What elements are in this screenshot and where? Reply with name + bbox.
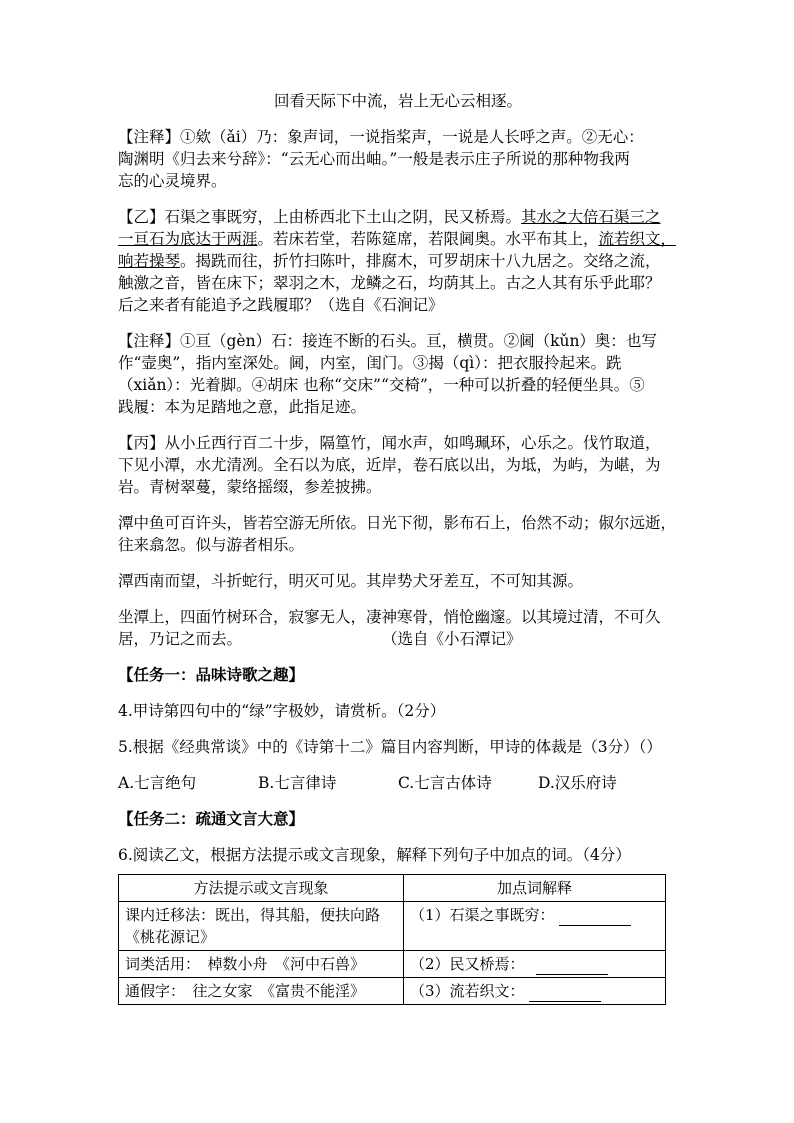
choice-b: B.七言律诗 (258, 774, 337, 792)
passage-bing-para-4 (118, 606, 678, 650)
underlined-sentence: 一亘石为底达于两涯 (118, 230, 258, 248)
choice-c: C.七言古体诗 (398, 774, 492, 792)
notes-jia-line-1: 【注释】①欸（ǎi）乃：象声词，一说指桨声，一说是人长呼之声。②无心： (118, 128, 644, 146)
table-row (119, 951, 666, 978)
answer-cell (404, 978, 666, 1005)
answer-prompt: （2）民又桥焉： (410, 955, 533, 973)
task-one-title: 【任务一：品味诗歌之趣】 (118, 665, 305, 684)
method-cell (119, 978, 404, 1005)
method-text: 课内迁移法：既出，得其船，便扶向路 (125, 906, 381, 924)
underlined-sentence: 响若操琴 (118, 252, 181, 270)
passage-bing-text: 潭中鱼可百许头，皆若空游无所依。日光下彻，影布石上，佁然不动；俶尔远逝， (118, 514, 677, 532)
notes-yi (118, 330, 678, 418)
table-row (119, 902, 666, 951)
choice-a: A.七言绝句 (118, 774, 197, 792)
answer-blank[interactable] (536, 958, 608, 975)
passage-bing-line-1: 【丙】从小丘西行百二十步，隔篁竹，闻水声，如鸣珮环，心乐之。伐竹取道， (118, 434, 661, 452)
question-5-choices (118, 772, 678, 794)
table-header: 方法提示或文言现象 (119, 875, 404, 902)
method-cell (119, 951, 404, 978)
question-4: 4.甲诗第四句中的“绿”字极妙，请赏析。（2分） (118, 702, 446, 720)
notes-yi-line-2: 作“壸奥”，指内室深处。阃，内室，闺门。③揭（qì）：把衣服拎起来。跣 (118, 354, 622, 372)
method-text: 词类活用： 棹数小舟 《河中石兽》 (125, 955, 366, 973)
passage-bing-line-3: 岩。青树翠蔓，蒙络摇缀，参差披拂。 (118, 478, 382, 496)
method-text: 《桃花源记》 (125, 928, 216, 946)
passage-bing-line-2: 下见小潭，水尤清冽。全石以为底，近岸，卷石底以出，为坻，为屿，为嵁，为 (118, 456, 661, 474)
passage-bing-para-3 (118, 570, 678, 592)
question-5: 5.根据《经典常谈》中的《诗第十二》篇目内容判断，甲诗的体裁是（3分）（） (118, 738, 662, 756)
answer-table (118, 874, 666, 1005)
answer-blank[interactable] (529, 985, 601, 1002)
answer-cell (404, 951, 666, 978)
question-6: 6.阅读乙文，根据方法提示或文言现象，解释下列句子中加点的词。（4分） (118, 846, 631, 864)
passage-yi (118, 206, 678, 316)
notes-jia-line-2: 陶渊明《归去来兮辞》：“云无心而出岫。”一般是表示庄子所说的那种物我两 (118, 150, 630, 168)
passage-yi-text: 【乙】石渠之事既穷，上由桥西北下土山之阴，民又桥焉。 (118, 208, 522, 226)
passage-bing (118, 432, 678, 498)
passage-bing-text: 潭西南而望，斗折蛇行，明灭可见。其岸势犬牙差互，不可知其源。 (118, 572, 584, 590)
notes-yi-line-3: （xiǎn）：光着脚。④胡床 也称“交床”“交椅”，一种可以折叠的轻便坐具。⑤ (118, 376, 645, 394)
answer-cell (404, 902, 666, 951)
table-header: 加点词解释 (404, 875, 666, 902)
method-text: 通假字： 往之女家 《富贵不能淫》 (125, 982, 366, 1000)
answer-blank[interactable] (559, 909, 631, 926)
method-cell (119, 902, 404, 951)
table-header-row (119, 875, 666, 902)
table-row (119, 978, 666, 1005)
document-page (118, 90, 678, 1005)
passage-bing-text: 坐潭上，四面竹树环合，寂寥无人，凄神寒骨，悄怆幽邃。以其境过清，不可久 (118, 608, 661, 626)
source-citation: （选自《小石潭记》 (382, 630, 522, 648)
task-two-title: 【任务二：疏通文言大意】 (118, 809, 305, 828)
passage-yi-text: 。揭跣而往，折竹扫陈叶，排腐木，可罗胡床十八九居之。交络之流， (180, 252, 661, 270)
passage-bing-text: 居，乃记之而去。 (118, 630, 243, 648)
notes-yi-line-1: 【注释】①亘（gèn）石：接连不断的石头。亘，横贯。②阃（kǔn）奥：也写 (118, 332, 657, 350)
underlined-sentence: 其水之大倍石渠三之 (521, 208, 661, 226)
passage-yi-text: 。若床若堂，若陈筵席，若限阃奥。水平布其上， (257, 230, 599, 248)
passage-yi-line-4: 触激之音，皆在床下；翠羽之木，龙鳞之石，均荫其上。古之人其有乐乎此耶？ (118, 274, 661, 292)
notes-jia-line-3: 忘的心灵境界。 (118, 172, 227, 190)
underlined-sentence: 流若织文， (598, 230, 677, 248)
notes-yi-line-4: 践履：本为足踏地之意，此指足迹。 (118, 398, 367, 416)
passage-yi-line-5: 后之来者有能追予之践履耶？（选自《石涧记》 (118, 296, 444, 314)
passage-bing-para-2 (118, 512, 678, 556)
passage-bing-text: 往来翕忽。似与游者相乐。 (118, 536, 305, 554)
notes-jia (118, 126, 678, 192)
answer-prompt: （3）流若织文： (410, 982, 525, 1000)
choice-d: D.汉乐府诗 (538, 774, 617, 792)
answer-prompt: （1）石渠之事既穷： (410, 906, 555, 924)
poem-last-line: 回看天际下中流，岩上无心云相逐。 (273, 92, 522, 110)
